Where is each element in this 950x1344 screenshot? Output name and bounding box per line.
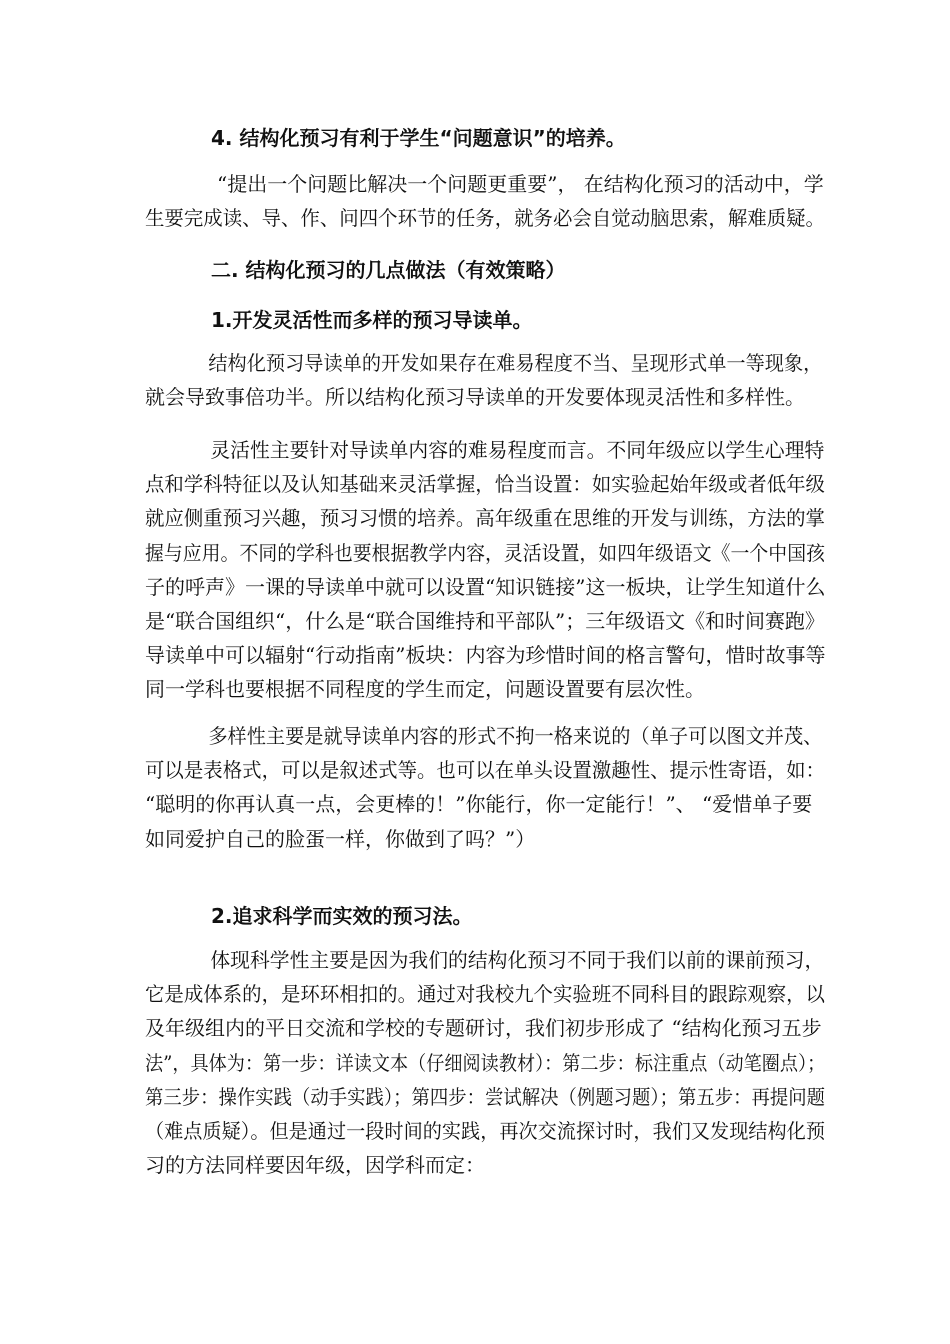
text-line: 体现科学性主要是因为我们的结构化预习不同于我们以前的课前预习， (210, 948, 825, 972)
text-line: （难点质疑）。但是通过一段时间的实践，再次交流探讨时，我们又发现结构化预 (145, 1118, 825, 1143)
paragraph-diversity (145, 719, 825, 856)
text-line: “聪明的你再认真一点，会更棒的！”你能行，你一定能行！”、 “爱惜单子要 (145, 792, 813, 817)
text-line: 法”，具体为：第一步：详读文本（仔细阅读教材）：第二步：标注重点（动笔圈点）； (145, 1050, 826, 1075)
text-line: 子的呼声》一课的导读单中就可以设置“知识链接”这一板块，让学生知道什么 (145, 574, 826, 599)
text-line: 结构化预习导读单的开发如果存在难易程度不当、呈现形式单一等现象， (208, 351, 823, 375)
text-line: 就会导致事倍功半。所以结构化预习导读单的开发要体现灵活性和多样性。 (145, 385, 805, 410)
heading-strategy-2: 2.追求科学而实效的预习法。 (211, 904, 473, 928)
heading-point-4: 4. 结构化预习有利于学生“问题意识”的培养。 (211, 126, 626, 150)
paragraph-guide-sheet-development (145, 346, 825, 414)
text-line: 及年级组内的平日交流和学校的专题研讨，我们初步形成了 “结构化预习五步 (145, 1016, 822, 1041)
text-line: 习的方法同样要因年级，因学科而定： (145, 1153, 485, 1178)
text-line: 是“联合国组织“，什么是“联合国维持和平部队”；三年级语文《和时间赛跑》 (145, 608, 825, 633)
text-line: 第三步：操作实践（动手实践）；第四步：尝试解决（例题习题）；第五步：再提问题 (145, 1084, 825, 1109)
text-line: 多样性主要是就导读单内容的形式不拘一格来说的（单子可以图文并茂、 (208, 724, 823, 748)
text-line: 如同爱护自己的脸蛋一样，你做到了吗？”） (145, 826, 536, 851)
text-line: “提出一个问题比解决一个问题更重要”， 在结构化预习的活动中，学 (217, 172, 824, 196)
paragraph-scientific-method (145, 943, 825, 1182)
text-line: 导读单中可以辐射“行动指南”板块：内容为珍惜时间的格言警句，惜时故事等 (145, 643, 826, 668)
text-line: 生要完成读、导、作、问四个环节的任务，就务必会自觉动脑思索，解难质疑。 (145, 206, 825, 231)
text-line: 可以是表格式，可以是叙述式等。也可以在单头设置激趣性、提示性寄语，如： (145, 758, 825, 783)
text-line: 灵活性主要针对导读单内容的难易程度而言。不同年级应以学生心理特 (210, 438, 825, 462)
heading-strategy-1: 1.开发灵活性而多样的预习导读单。 (211, 308, 533, 332)
text-line: 就应侧重预习兴趣，预习习惯的培养。高年级重在思维的开发与训练，方法的掌 (145, 506, 825, 531)
paragraph-flexibility (145, 433, 825, 707)
paragraph-problem-awareness (145, 167, 825, 235)
text-line: 点和学科特征以及认知基础来灵活掌握，恰当设置：如实验起始年级或者低年级 (145, 472, 825, 497)
section-heading-strategies: 二. 结构化预习的几点做法（有效策略） (211, 258, 566, 282)
text-line: 它是成体系的，是环环相扣的。通过对我校九个实验班不同科目的跟踪观察，以 (145, 982, 825, 1007)
text-line: 同一学科也要根据不同程度的学生而定，问题设置要有层次性。 (145, 677, 705, 702)
text-line: 握与应用。不同的学科也要根据教学内容，灵活设置，如四年级语文《一个中国孩 (145, 540, 825, 565)
